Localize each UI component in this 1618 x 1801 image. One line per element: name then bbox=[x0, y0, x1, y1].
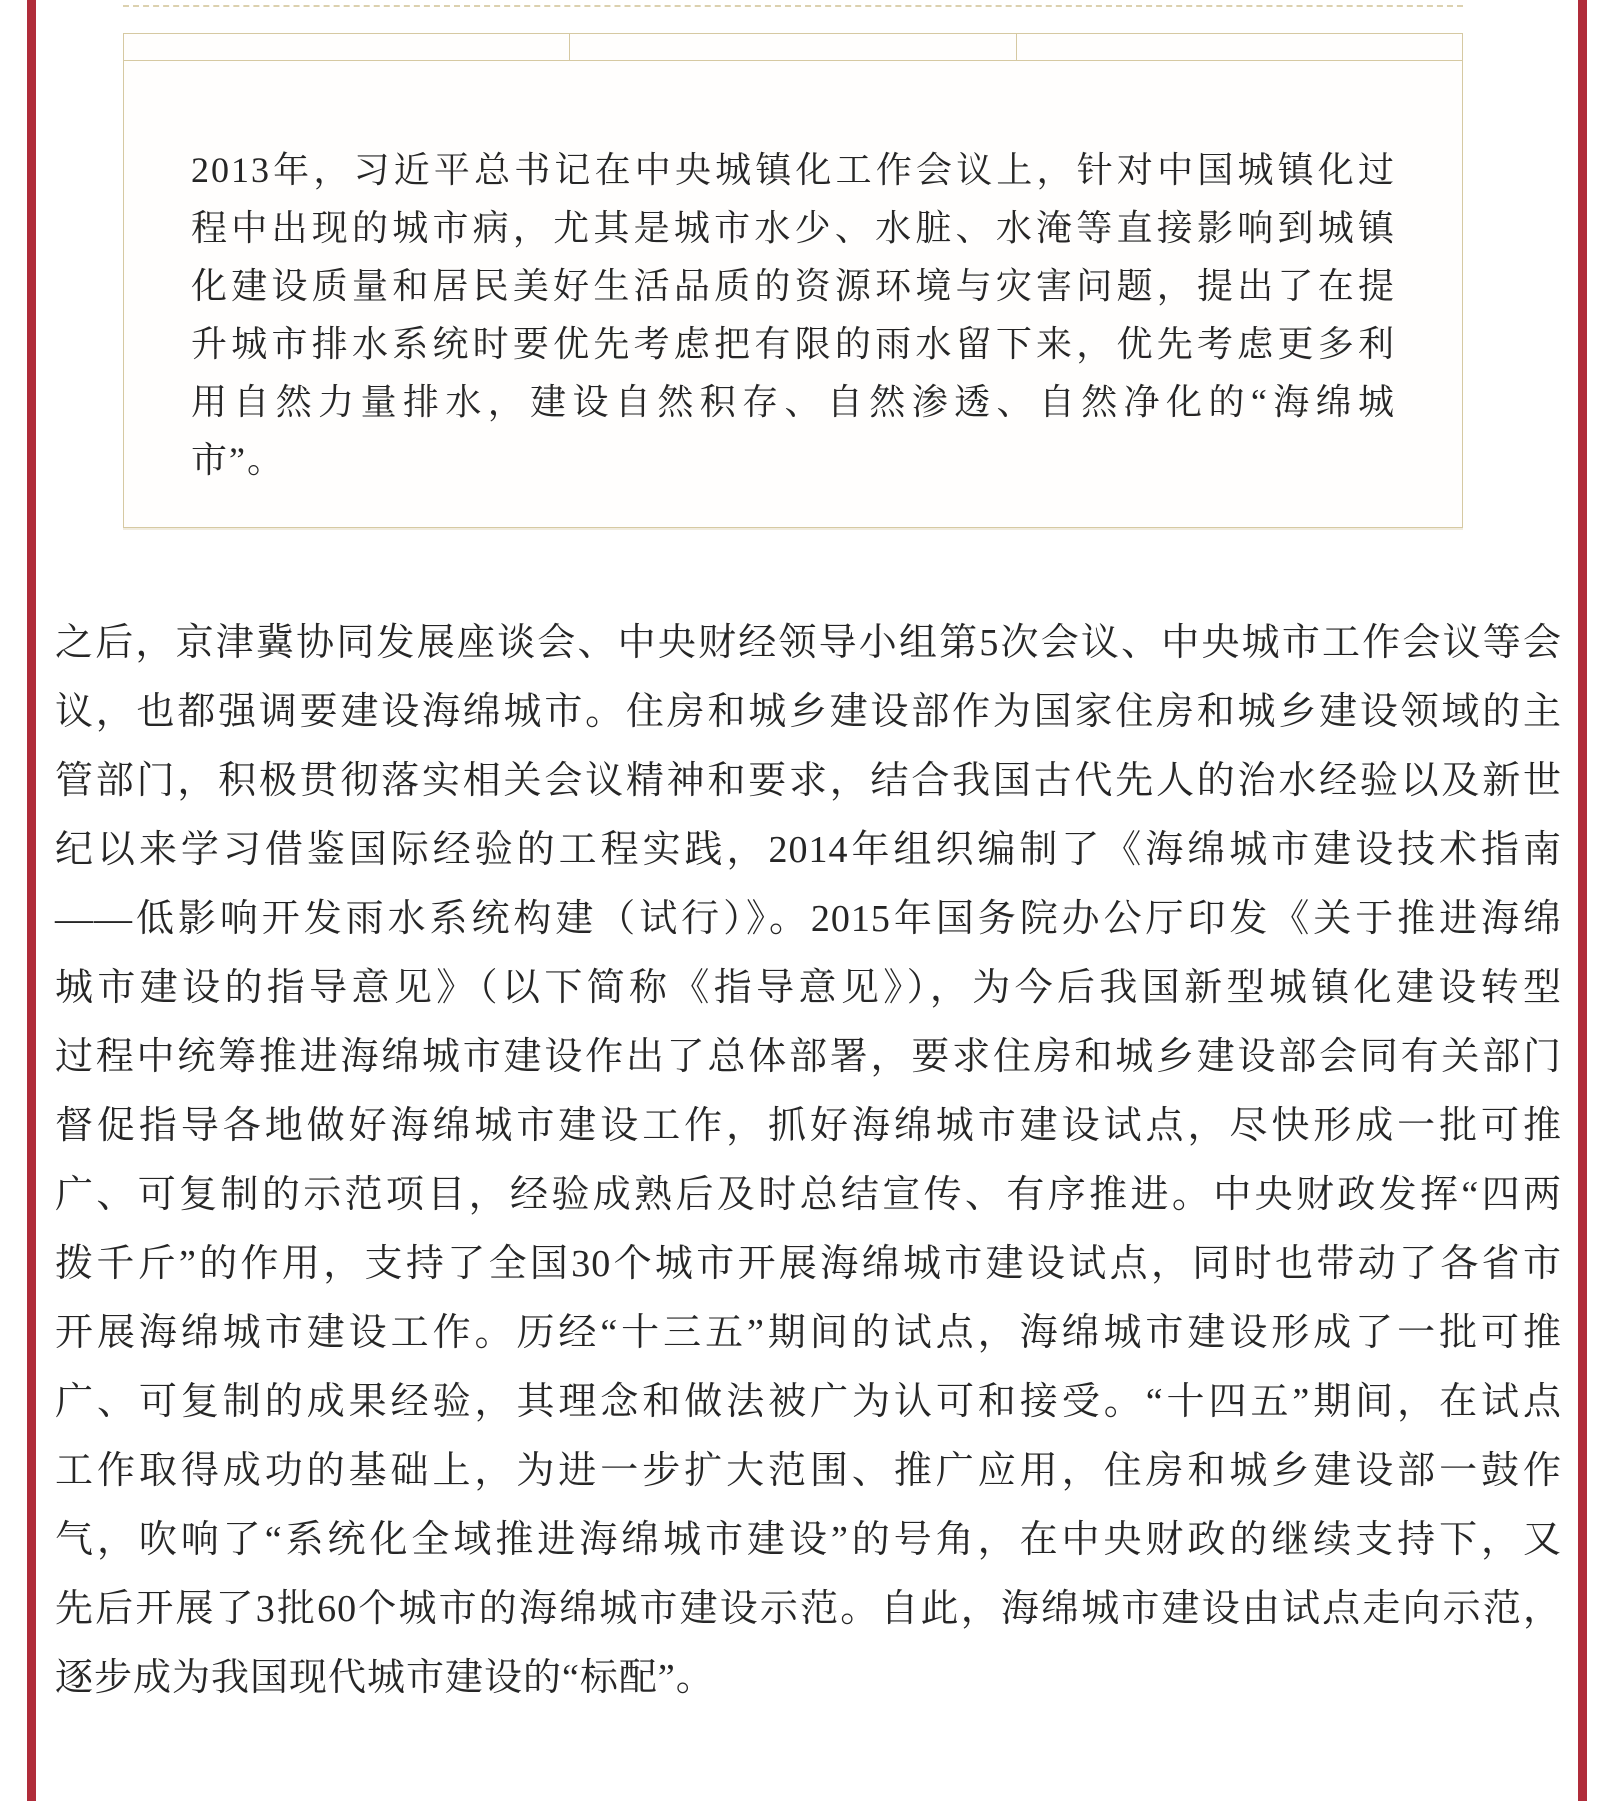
body-line: 拨千斤”的作用，支持了全国30个城市开展海绵城市建设试点，同时也带动了各省市 bbox=[55, 1243, 1562, 1285]
page-border-right bbox=[1578, 0, 1587, 1801]
body-line: 管部门，积极贯彻落实相关会议精神和要求，结合我国古代先人的治水经验以及新世 bbox=[55, 760, 1562, 802]
quote-line: 市”。 bbox=[191, 440, 285, 480]
table-header-cell-3 bbox=[1016, 34, 1462, 60]
page-border-left bbox=[27, 0, 36, 1801]
body-line: 议，也都强调要建设海绵城市。住房和城乡建设部作为国家住房和城乡建设领域的主 bbox=[55, 691, 1562, 733]
body-line: 开展海绵城市建设工作。历经“十三五”期间的试点，海绵城市建设形成了一批可推 bbox=[55, 1312, 1562, 1354]
body-line: 工作取得成功的基础上，为进一步扩大范围、推广应用，住房和城乡建设部一鼓作 bbox=[55, 1450, 1562, 1492]
table-header-cell-1 bbox=[124, 34, 569, 60]
body-line: 气，吹响了“系统化全域推进海绵城市建设”的号角，在中央财政的继续支持下，又 bbox=[55, 1519, 1562, 1561]
quote-line: 升城市排水系统时要优先考虑把有限的雨水留下来，优先考虑更多利 bbox=[191, 324, 1396, 364]
body-line: 城市建设的指导意见》（以下简称《指导意见》），为今后我国新型城镇化建设转型 bbox=[55, 967, 1562, 1009]
body-line: 先后开展了3批60个城市的海绵城市建设示范。自此，海绵城市建设由试点走向示范， bbox=[55, 1588, 1562, 1630]
table-header-row bbox=[124, 34, 1462, 61]
body-line: 过程中统筹推进海绵城市建设作出了总体部署，要求住房和城乡建设部会同有关部门 bbox=[55, 1036, 1562, 1078]
table-header-cell-2 bbox=[569, 34, 1015, 60]
body-line: 督促指导各地做好海绵城市建设工作，抓好海绵城市建设试点，尽快形成一批可推 bbox=[55, 1105, 1562, 1147]
body-line: 之后，京津冀协同发展座谈会、中央财经领导小组第5次会议、中央城市工作会议等会 bbox=[55, 622, 1562, 664]
quote-line: 化建设质量和居民美好生活品质的资源环境与灾害问题，提出了在提 bbox=[191, 266, 1396, 306]
top-dashed-border bbox=[123, 5, 1463, 7]
body-line: ——低影响开发雨水系统构建（试行）》。2015年国务院办公厅印发《关于推进海绵 bbox=[55, 898, 1562, 940]
body-line: 广、可复制的成果经验，其理念和做法被广为认可和接受。“十四五”期间，在试点 bbox=[55, 1381, 1562, 1423]
body-line: 广、可复制的示范项目，经验成熟后及时总结宣传、有序推进。中央财政发挥“四两 bbox=[55, 1174, 1562, 1216]
body-line: 逐步成为我国现代城市建设的“标配”。 bbox=[55, 1657, 715, 1699]
quote-table bbox=[123, 33, 1463, 528]
body-line: 纪以来学习借鉴国际经验的工程实践，2014年组织编制了《海绵城市建设技术指南 bbox=[55, 829, 1562, 871]
quote-line: 程中出现的城市病，尤其是城市水少、水脏、水淹等直接影响到城镇 bbox=[191, 208, 1396, 248]
body-paragraph bbox=[55, 609, 1562, 1713]
quote-paragraph bbox=[124, 61, 1462, 527]
quote-line: 用自然力量排水，建设自然积存、自然渗透、自然净化的“海绵城 bbox=[191, 382, 1396, 422]
quote-line: 2013年，习近平总书记在中央城镇化工作会议上，针对中国城镇化过 bbox=[191, 150, 1396, 190]
